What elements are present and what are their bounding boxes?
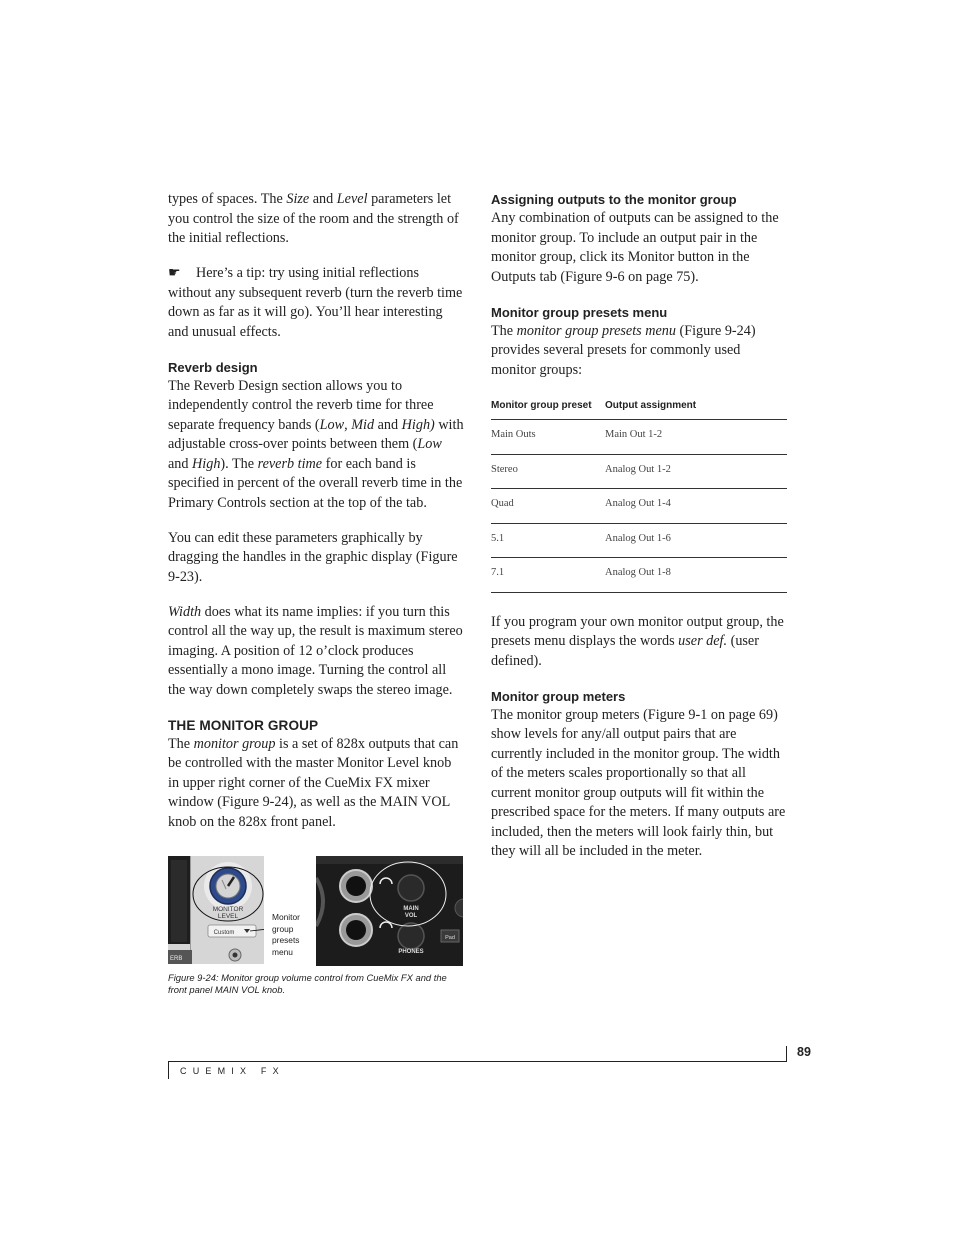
knob-label-level: LEVEL bbox=[217, 913, 239, 920]
column-header-output: Output assignment bbox=[605, 396, 787, 420]
paragraph-presets-menu: The monitor group presets menu (Figure 9-24) provides several presets for commonly used monitor groups: bbox=[491, 322, 756, 378]
presets-table bbox=[491, 396, 787, 593]
cuemix-screenshot bbox=[168, 856, 264, 964]
vol-label: VOL bbox=[404, 913, 418, 919]
cuemix-knob-illustration bbox=[168, 856, 264, 964]
table-row bbox=[491, 558, 787, 593]
front-panel-illustration bbox=[316, 856, 463, 966]
paragraph-reverb-design: The Reverb Design section allows you to independently control the reverb time for three separate frequency bands (Low, Mid and High) with adjustable cross-over points between them (Low and High). The reverb time for each band is specified in percent of the overall reverb time in the Primary Controls section at the top of the tab. bbox=[168, 377, 464, 511]
right-column bbox=[491, 190, 787, 877]
output-cell: Analog Out 1-2 bbox=[605, 454, 787, 489]
preset-cell: Main Outs bbox=[491, 420, 605, 455]
table-row bbox=[491, 454, 787, 489]
heading-reverb-design: Reverb design bbox=[168, 359, 258, 375]
heading-presets-menu: Monitor group presets menu bbox=[491, 304, 668, 320]
heading-monitor-group: THE MONITOR GROUP bbox=[168, 717, 319, 733]
output-cell: Analog Out 1-8 bbox=[605, 558, 787, 593]
figure-caption: Figure 9-24: Monitor group volume control from CueMix FX and the front panel MAIN VOL knob. bbox=[168, 972, 447, 995]
dropdown-label: Custom bbox=[213, 930, 235, 936]
heading-monitor-meters: Monitor group meters bbox=[491, 688, 626, 704]
footer-divider-left bbox=[168, 1061, 169, 1079]
footer-rule bbox=[168, 1061, 787, 1062]
footer-title: CUEMIX FX bbox=[180, 1066, 285, 1076]
paragraph-assigning-outputs: Any combination of outputs can be assigned to the monitor group. To include an output pair in the monitor group, click its Monitor button in the Outputs tab (Figure 9-6 on page 75). bbox=[491, 210, 779, 285]
paragraph-monitor-meters: The monitor group meters (Figure 9-1 on page 69) show levels for any/all output pairs that are currently included in the monitor group. The width of the meters scales proportionally so that all current monitor group outputs will fit within the prescribed space for the meters. If many outputs are included, then the meters will look fairly thin, but they will all be included in the meter. bbox=[491, 706, 786, 859]
main-vol-knob[interactable] bbox=[398, 875, 424, 901]
footer-divider-right bbox=[786, 1046, 787, 1062]
preset-cell: 5.1 bbox=[491, 523, 605, 558]
paragraph-user-defined: If you program your own monitor output group, the presets menu displays the words user def. (user defined). bbox=[491, 613, 784, 669]
knob-label-monitor: MONITOR bbox=[212, 906, 244, 913]
pointing-hand-icon: ☛ bbox=[168, 265, 181, 281]
phones-label: PHONES bbox=[398, 949, 424, 955]
output-cell: Analog Out 1-6 bbox=[605, 523, 787, 558]
pad-label: Pad bbox=[445, 935, 455, 941]
phones-knob[interactable] bbox=[398, 923, 424, 949]
table-row bbox=[491, 523, 787, 558]
paragraph-edit-graphically: You can edit these parameters graphically by dragging the handles in the graphic display (Figure 9-23). bbox=[168, 529, 458, 585]
tip-paragraph: ☛ Here’s a tip: try using initial reflections without any subsequent reverb (turn the reverb time down as far as it will go). You’ll hear interesting and unusual effects. bbox=[168, 265, 463, 340]
table-row bbox=[491, 489, 787, 524]
presets-menu-callout: Monitor group presets menu bbox=[272, 912, 300, 957]
paragraph-monitor-group: The monitor group is a set of 828x outputs that can be controlled with the master Monitor Level knob in upper right corner of the CueMix FX mixer window (Figure 9-24), as well as the MAIN VOL knob on the 828x front panel. bbox=[168, 735, 459, 830]
preset-cell: 7.1 bbox=[491, 558, 605, 593]
paragraph-width: Width does what its name implies: if you turn this control all the way up, the result is maximum stereo imaging. A position of 12 o’clock produces essentially a mono image. Turning the control all the way down completely swaps the stereo image. bbox=[168, 603, 463, 698]
page-number: 89 bbox=[797, 1045, 811, 1059]
main-label: MAIN bbox=[403, 906, 419, 912]
preset-cell: Quad bbox=[491, 489, 605, 524]
erb-label-fragment: ERB bbox=[170, 956, 183, 962]
front-panel-photo bbox=[316, 856, 463, 966]
paragraph-reflections: types of spaces. The Size and Level parameters let you control the size of the room and the strength of the initial reflections. bbox=[168, 191, 459, 246]
column-header-preset: Monitor group preset bbox=[491, 396, 605, 420]
output-cell: Main Out 1-2 bbox=[605, 420, 787, 455]
table-row bbox=[491, 420, 787, 455]
table-header-row bbox=[491, 396, 787, 420]
heading-assigning-outputs: Assigning outputs to the monitor group bbox=[491, 192, 737, 207]
preset-cell: Stereo bbox=[491, 454, 605, 489]
left-column bbox=[168, 190, 464, 848]
output-cell: Analog Out 1-4 bbox=[605, 489, 787, 524]
